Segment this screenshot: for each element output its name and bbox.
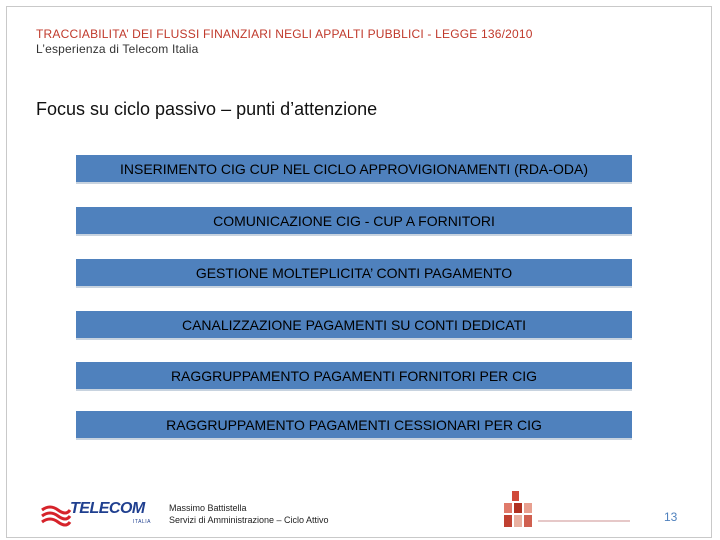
- secondary-logo-caption: [538, 520, 630, 522]
- step-bar-1: [76, 155, 632, 184]
- step-label-1: INSERIMENTO CIG CUP NEL CICLO APPROVIGIONAMENTI (RDA-ODA): [119, 160, 589, 177]
- page-number: 13: [664, 510, 678, 524]
- header-subtitle: L’esperienza di Telecom Italia: [36, 42, 199, 56]
- step-label-3: GESTIONE MOLTEPLICITA’ CONTI PAGAMENTO: [195, 264, 513, 281]
- step-label-6: RAGGRUPPAMENTO PAGAMENTI CESSIONARI PER CIG: [166, 416, 542, 433]
- step-bar-3: [76, 259, 632, 288]
- author-role: Servizi di Amministrazione – Ciclo Attivo: [169, 515, 329, 525]
- step-bar-2: [76, 207, 632, 236]
- step-bar-6: [76, 411, 632, 440]
- telecom-waves-icon: [40, 502, 72, 528]
- author-name: Massimo Battistella: [169, 503, 247, 513]
- step-bar-4: [76, 311, 632, 340]
- grid-logo-icon: [500, 491, 536, 529]
- header-title: TRACCIABILITA’ DEI FLUSSI FINANZIARI NEGLI APPALTI PUBBLICI - LEGGE 136/2010: [36, 27, 533, 41]
- focus-title: Focus su ciclo passivo – punti d’attenzione: [36, 99, 378, 119]
- secondary-logo: [500, 491, 632, 529]
- telecom-logo-text: TELECOM: [70, 500, 145, 517]
- step-label-2: COMUNICAZIONE CIG - CUP A FORNITORI: [213, 212, 495, 229]
- telecom-logo-sub: ITALIA: [133, 519, 151, 525]
- step-bar-5: [76, 362, 632, 391]
- telecom-logo: [40, 500, 152, 530]
- step-label-5: RAGGRUPPAMENTO PAGAMENTI FORNITORI PER CIG: [170, 367, 538, 384]
- step-label-4: CANALIZZAZIONE PAGAMENTI SU CONTI DEDICATI: [181, 316, 527, 333]
- author-block: [169, 502, 329, 526]
